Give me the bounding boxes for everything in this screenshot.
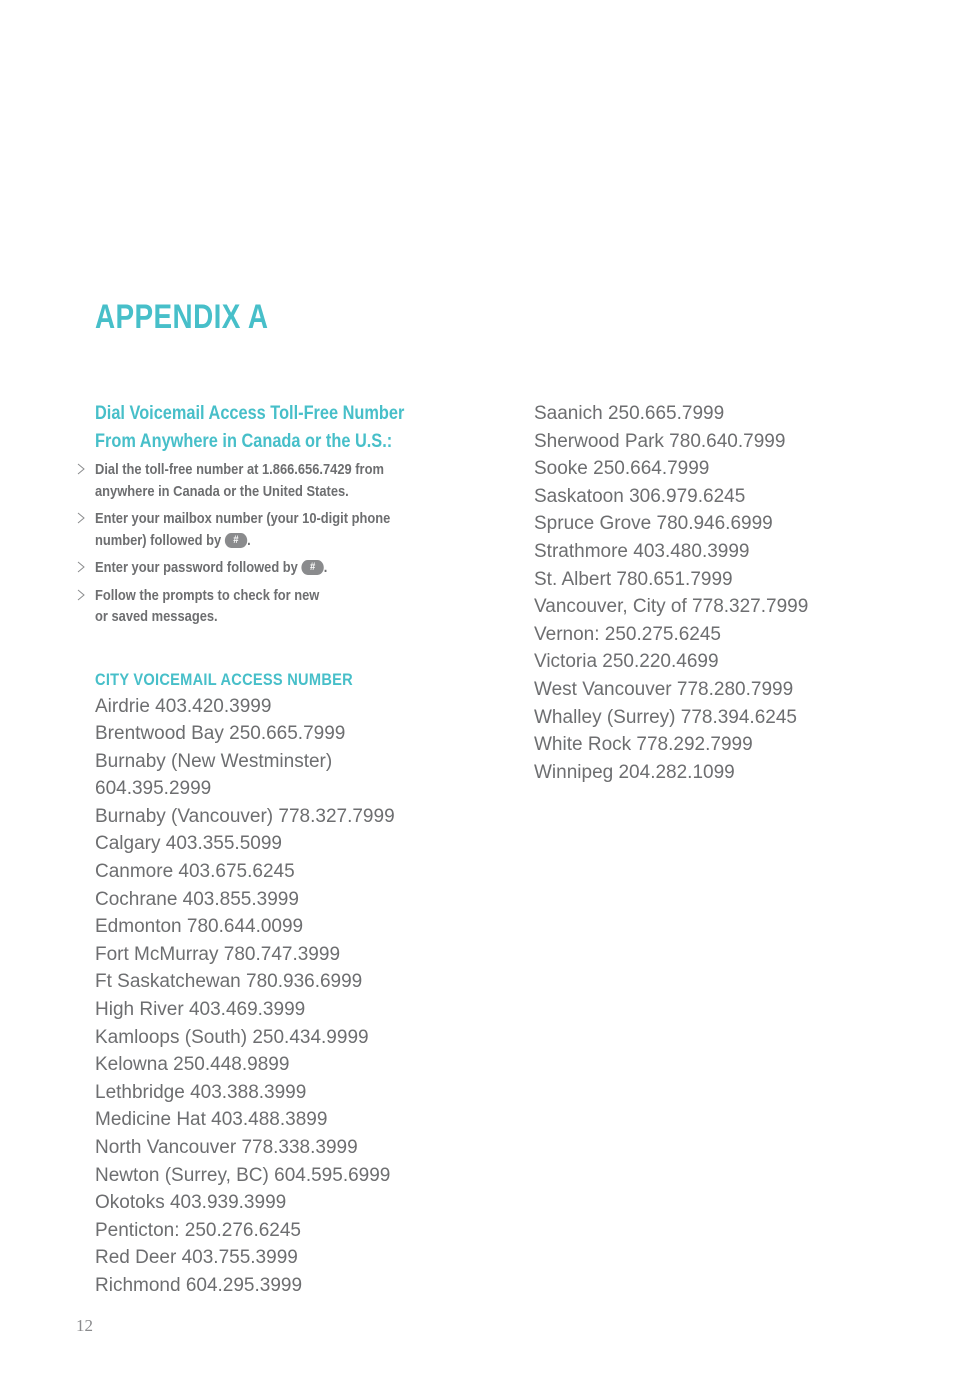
step-item — [95, 557, 495, 579]
left-column — [95, 400, 495, 1300]
city-entry: Lethbridge 403.388.3999 — [95, 1081, 307, 1103]
step-item — [95, 459, 495, 502]
city-entry: Ft Saskatchewan 780.936.6999 — [95, 971, 363, 993]
city-entry: Edmonton 780.644.0099 — [95, 916, 304, 938]
city-entry: 604.395.2999 — [95, 778, 212, 800]
chevron-right-icon — [76, 512, 86, 524]
step-text: Enter your password followed by # . — [95, 559, 328, 576]
city-entry: Penticton: 250.276.6245 — [95, 1219, 302, 1241]
city-entry: Cochrane 403.855.3999 — [95, 888, 299, 910]
city-entry: Brentwood Bay 250.665.7999 — [95, 723, 346, 745]
city-entry: Canmore 403.675.6245 — [95, 861, 295, 883]
city-entry: Vernon: 250.275.6245 — [534, 623, 722, 645]
city-entry: Fort McMurray 780.747.3999 — [95, 943, 341, 965]
chevron-right-icon — [76, 463, 86, 475]
page-number: 12 — [76, 1316, 93, 1335]
step-text: Enter your mailbox number (your 10-digit phone number) followed by # . — [95, 510, 391, 549]
city-voicemail-heading: CITY VOICEMAIL ACCESS NUMBER — [95, 669, 353, 689]
city-entry: Okotoks 403.939.3999 — [95, 1192, 287, 1214]
city-entry: Sherwood Park 780.640.7999 — [534, 430, 786, 452]
right-column — [534, 400, 914, 786]
step-item — [95, 585, 495, 628]
voicemail-heading-line1: Dial Voicemail Access Toll-Free Number — [95, 403, 405, 424]
hash-key-icon: # — [301, 560, 323, 575]
city-entry: Saanich 250.665.7999 — [534, 403, 725, 424]
hash-key-icon: # — [225, 533, 247, 548]
step-text: Follow the prompts to check for new or saved messages. — [95, 586, 320, 625]
voicemail-heading-line2: From Anywhere in Canada or the U.S.: — [95, 431, 393, 452]
city-list-right — [534, 400, 914, 786]
chevron-right-icon — [76, 589, 86, 601]
city-entry: Kamloops (South) 250.434.9999 — [95, 1026, 369, 1048]
voicemail-steps — [95, 459, 495, 628]
city-entry: North Vancouver 778.338.3999 — [95, 1137, 358, 1158]
city-entry: Burnaby (New Westminster) — [95, 750, 333, 772]
city-entry: Sooke 250.664.7999 — [534, 458, 710, 480]
city-entry: Calgary 403.355.5099 — [95, 833, 282, 855]
city-entry: Medicine Hat 403.488.3899 — [95, 1109, 328, 1131]
city-entry: Spruce Grove 780.946.6999 — [534, 513, 773, 535]
city-entry: St. Albert 780.651.7999 — [534, 568, 733, 590]
step-item — [95, 508, 495, 551]
city-entry: Richmond 604.295.3999 — [95, 1274, 303, 1296]
city-entry: White Rock 778.292.7999 — [534, 734, 753, 756]
city-entry: Victoria 250.220.4699 — [534, 651, 719, 673]
city-entry: Airdrie 403.420.3999 — [95, 695, 272, 717]
step-text: Dial the toll-free number at 1.866.656.7429 from anywhere in Canada or the United States. — [95, 461, 384, 500]
city-entry: Burnaby (Vancouver) 778.327.7999 — [95, 805, 395, 827]
city-entry: West Vancouver 778.280.7999 — [534, 678, 794, 700]
chevron-right-icon — [76, 561, 86, 573]
city-entry: Whalley (Surrey) 778.394.6245 — [534, 706, 797, 728]
city-entry: Vancouver, City of 778.327.7999 — [534, 596, 809, 618]
city-entry: Winnipeg 204.282.1099 — [534, 761, 735, 783]
city-entry: Saskatoon 306.979.6245 — [534, 485, 746, 507]
city-entry: High River 403.469.3999 — [95, 999, 306, 1021]
city-entry: Kelowna 250.448.9899 — [95, 1054, 290, 1076]
city-entry: Red Deer 403.755.3999 — [95, 1247, 298, 1269]
city-entry: Strathmore 403.480.3999 — [534, 540, 750, 562]
city-list-left — [95, 693, 495, 1300]
city-entry: Newton (Surrey, BC) 604.595.6999 — [95, 1164, 391, 1186]
page-title: APPENDIX A — [95, 298, 269, 336]
